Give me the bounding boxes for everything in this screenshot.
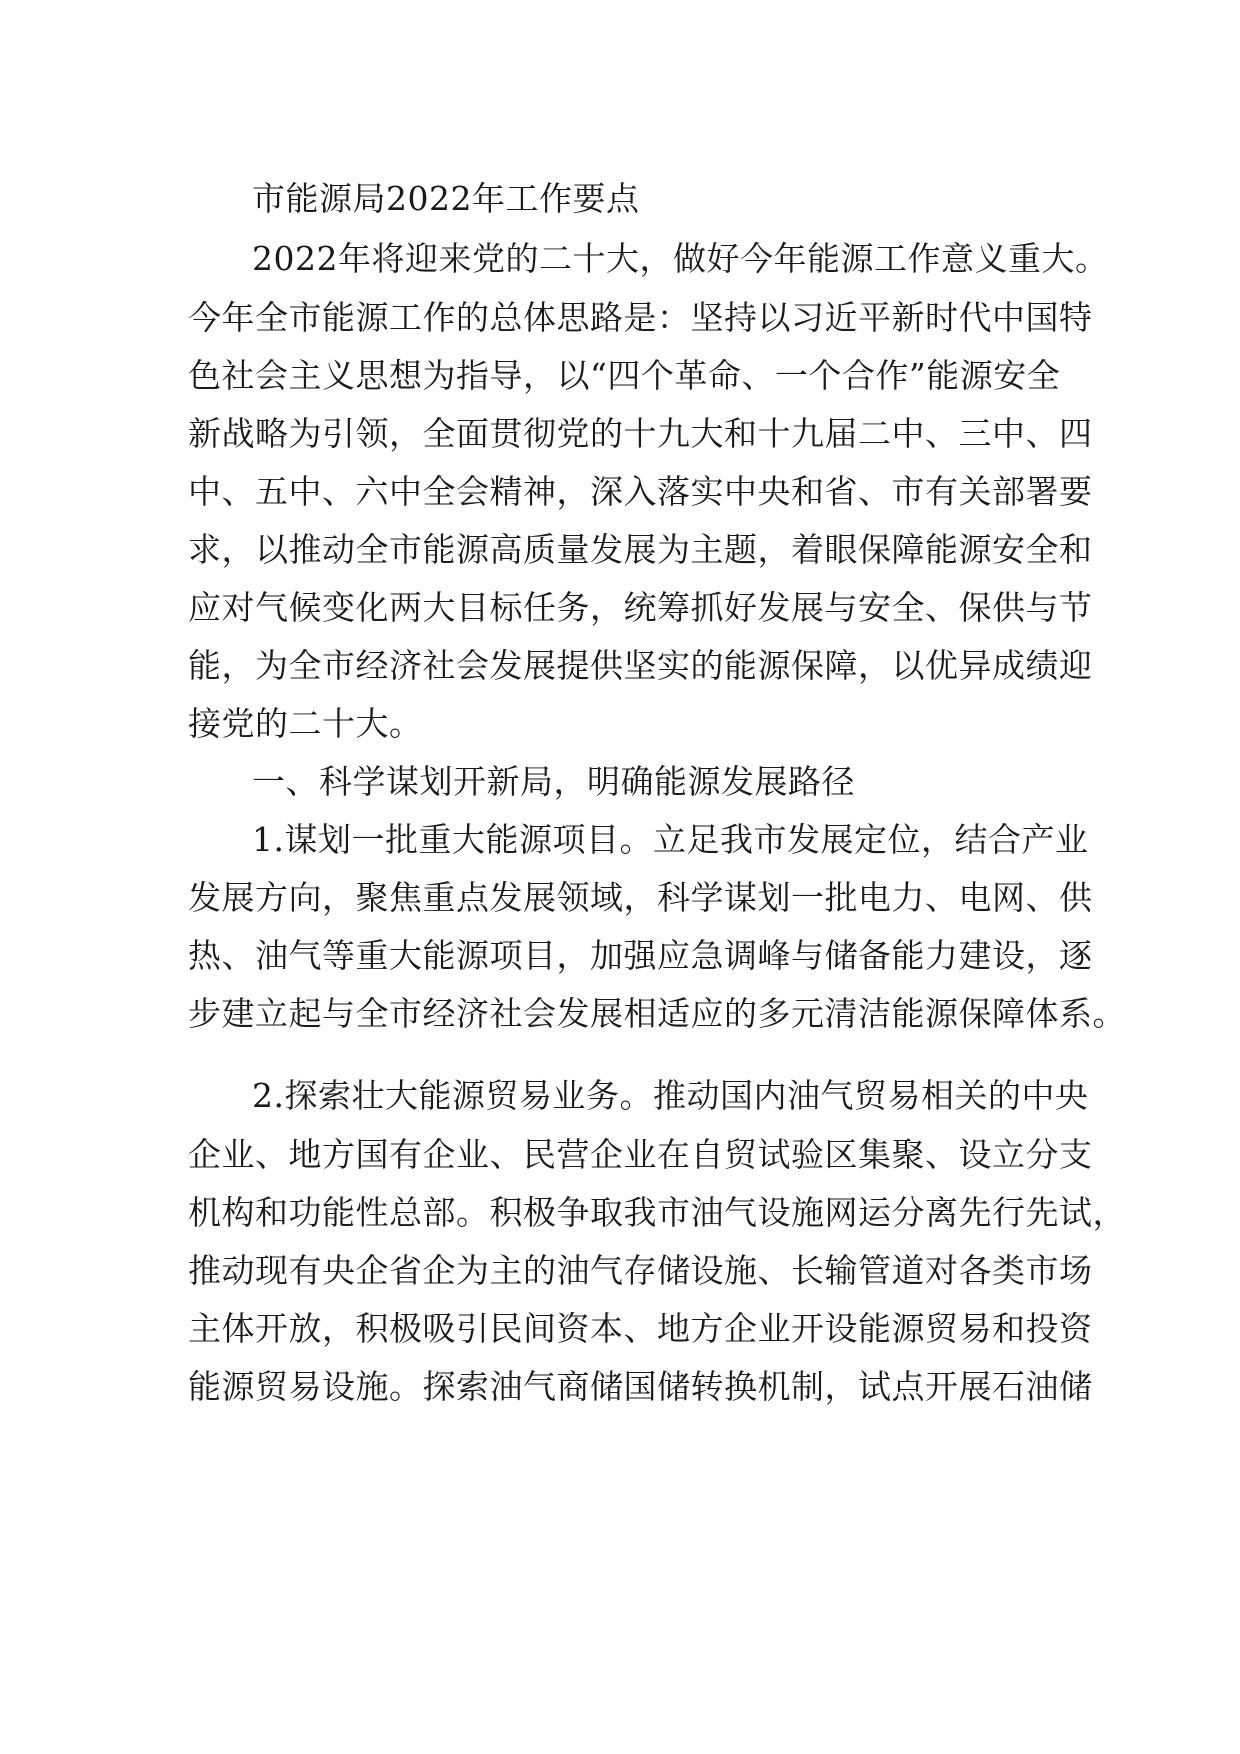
item1-line: 发展方向，聚焦重点发展领域，科学谋划一批电力、电网、供 bbox=[188, 878, 1093, 917]
intro-line: 色社会主义思想为指导，以“四个革命、一个合作”能源安全 bbox=[188, 356, 1061, 395]
section-heading: 一、科学谋划开新局，明确能源发展路径 bbox=[252, 762, 855, 801]
intro-line: 2022年将迎来党的二十大，做好今年能源工作意义重大。 bbox=[252, 239, 1109, 278]
intro-line: 求，以推动全市能源高质量发展为主题，着眼保障能源安全和 bbox=[188, 530, 1093, 569]
item1-line: 1.谋划一批重大能源项目。立足我市发展定位，结合产业 bbox=[252, 820, 1089, 859]
item2-line: 推动现有央企省企为主的油气存储设施、长输管道对各类市场 bbox=[188, 1251, 1093, 1290]
item2-line: 企业、地方国有企业、民营企业在自贸试验区集聚、设立分支 bbox=[188, 1135, 1093, 1174]
item2-line: 2.探索壮大能源贸易业务。推动国内油气贸易相关的中央 bbox=[252, 1076, 1089, 1115]
intro-line: 接党的二十大。 bbox=[188, 704, 423, 743]
intro-line: 应对气候变化两大目标任务，统筹抓好发展与安全、保供与节 bbox=[188, 588, 1093, 627]
document-title: 市能源局2022年工作要点 bbox=[252, 179, 640, 218]
item1-line: 步建立起与全市经济社会发展相适应的多元清洁能源保障体系。 bbox=[188, 994, 1126, 1033]
item2-line: 机构和功能性总部。积极争取我市油气设施网运分离先行先试， bbox=[188, 1193, 1126, 1232]
intro-line: 新战略为引领，全面贯彻党的十九大和十九届二中、三中、四 bbox=[188, 414, 1093, 453]
item2-line: 能源贸易设施。探索油气商储国储转换机制，试点开展石油储 bbox=[188, 1367, 1093, 1406]
item2-line: 主体开放，积极吸引民间资本、地方企业开设能源贸易和投资 bbox=[188, 1309, 1093, 1348]
intro-line: 中、五中、六中全会精神，深入落实中央和省、市有关部署要 bbox=[188, 472, 1093, 511]
intro-line: 能，为全市经济社会发展提供坚实的能源保障，以优异成绩迎 bbox=[188, 646, 1093, 685]
intro-line: 今年全市能源工作的总体思路是：坚持以习近平新时代中国特 bbox=[188, 298, 1093, 337]
item1-line: 热、油气等重大能源项目，加强应急调峰与储备能力建设，逐 bbox=[188, 936, 1093, 975]
